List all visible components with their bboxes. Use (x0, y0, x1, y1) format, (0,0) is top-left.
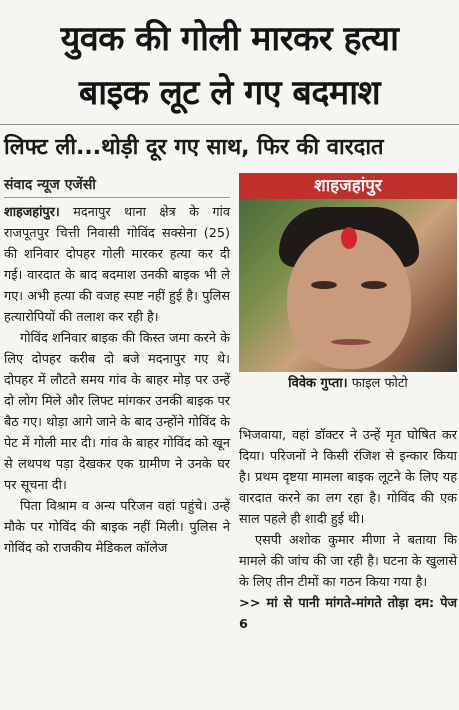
photo-caption (239, 372, 457, 396)
caption-name: विवेक गुप्ता। (288, 376, 348, 391)
victim-photo (239, 199, 457, 372)
article-paragraph-5: एसपी अशोक कुमार मीणा ने बताया कि मामले की जांच की जा रही है। घटना के खुलासे के लिए तीन टीमों का गठन किया गया है। (239, 533, 457, 590)
article-paragraph-2: गोविंद शनिवार बाइक की किस्त जमा करने के लिए दोपहर करीब दो बजे मदनापुर गए थे। दोपहर में लौटते समय गांव के बाहर मोड़ पर उन्हें दो लोग मिले और लिफ्ट मांगकर उनकी बाइक पर बैठ गए। थोड़ा आगे जाने के बाद उन्होंने गोविंद के पेट में गोली मार दी। गांव के बाहर गोविंद को खून से लथपथ पड़ा देखकर एक ग्रामीण ने उनके घर पर सूचना दी। (4, 331, 230, 493)
article-paragraph-1 (4, 202, 230, 328)
headline-line-2: बाइक लूट ले गए बदमाश (78, 73, 381, 113)
article-paragraph-4: भिजवाया, वहां डॉक्टर ने उन्हें मृत घोषित कर दिया। परिजनों ने किसी रंजिश से इन्कार किया है। प्रथम दृष्टया मामला बाइक लूटने के लिए यह वारदात करने का लग रहा है। गोविंद की एक साल पहले ही शादी हुई थी। (239, 428, 457, 527)
article-column-1 (4, 202, 230, 559)
agency-credit: संवाद न्यूज एजेंसी (4, 177, 96, 193)
paragraph-1-text: मदनापुर थाना क्षेत्र के गांव राजपूतपुर चित्ती निवासी गोविंद सक्सेना (25) की शनिवार दोपहर गोली मारकर हत्या कर दी गई। वारदात के बाद बदमाश उनकी बाइक भी ले गए। अभी हत्या की वजह स्पष्ट नहीं हुई है। पुलिस हत्यारोपियों की तलाश कर रही है। (4, 205, 230, 325)
headline-divider (0, 124, 459, 125)
subheadline: लिफ्ट ली...थोड़ी दूर गए साथ, फिर की वारदात (4, 135, 384, 160)
dateline: शाहजहांपुर। (4, 205, 60, 220)
caption-credit: फाइल फोटो (347, 376, 408, 391)
article-column-2 (239, 425, 457, 635)
headline-line-1: युवक की गोली मारकर हत्या (60, 19, 399, 59)
photo-location-banner: शाहजहांपुर (239, 173, 457, 199)
teaser-text: मां से पानी मांगते-मांगते तोड़ा दम: पेज 6 (239, 596, 457, 632)
teaser-arrow-icon: >> (239, 596, 261, 611)
agency-divider (4, 197, 230, 198)
article-paragraph-3: पिता विश्राम व अन्य परिजन वहां पहुंचे। उन्हें मौके पर गोविंद की बाइक नहीं मिली। पुलिस ने गोविंद को राजकीय मेडिकल कॉलेज (4, 499, 230, 556)
related-story-teaser[interactable] (239, 593, 457, 635)
